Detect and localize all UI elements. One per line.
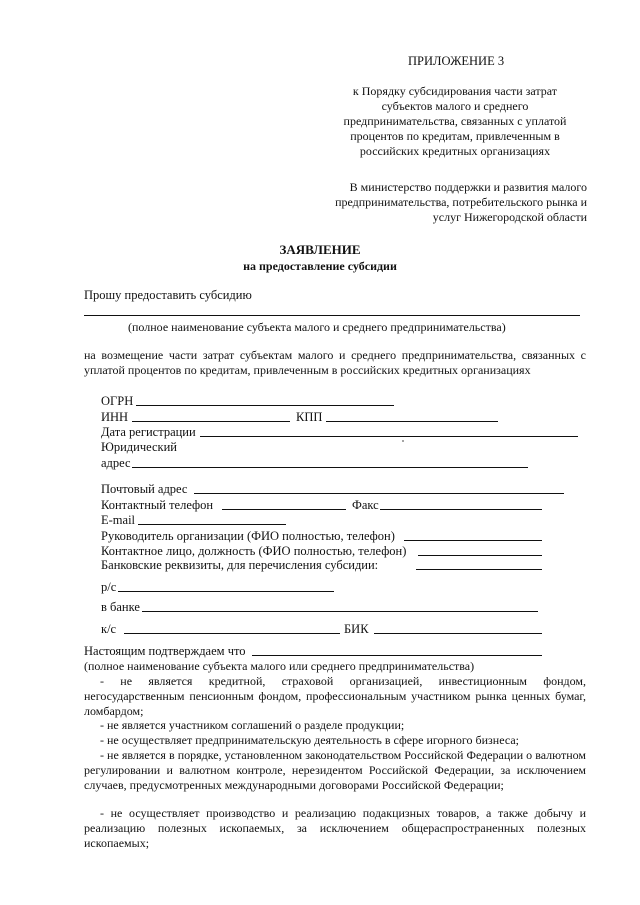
company-name-caption: (полное наименование субъекта малого и среднего предпринимательства) — [128, 320, 506, 334]
corr-account-label: к/с — [101, 622, 117, 636]
confirm-company-field[interactable] — [252, 655, 542, 656]
contact-person-label: Контактное лицо, должность (ФИО полностью, телефон) — [101, 544, 407, 558]
addressee: В министерство поддержки и развития малого предпринимательства, потребительского рынка и услуг Нижегородской области — [335, 180, 587, 224]
confirm-item-2: - не является участником соглашений о разделе продукции; — [100, 718, 405, 732]
document-subtitle: на предоставление субсидии — [243, 259, 397, 273]
corr-account-field[interactable] — [124, 633, 340, 634]
legal-address-field[interactable] — [132, 467, 528, 468]
appendix-number: ПРИЛОЖЕНИЕ 3 — [408, 54, 505, 68]
confirm-item-5: - не осуществляет производство и реализацию подакцизных товаров, а также добычу и реализацию полезных ископаемых, за исключением общераспространенных полезных ископаемых; — [84, 806, 586, 850]
bank-field[interactable] — [142, 611, 538, 612]
kpp-label: КПП — [296, 410, 323, 424]
fax-label: Факс — [352, 498, 379, 512]
scan-speck — [402, 440, 404, 442]
contact-person-field[interactable] — [418, 555, 542, 556]
account-label: р/с — [101, 580, 117, 594]
bank-label: в банке — [101, 600, 140, 614]
reg-date-label: Дата регистрации — [101, 425, 196, 439]
inn-field[interactable] — [132, 421, 290, 422]
fax-field[interactable] — [380, 509, 542, 510]
ogrn-label: ОГРН — [101, 394, 134, 408]
email-label: E-mail — [101, 513, 136, 527]
head-label: Руководитель организации (ФИО полностью, телефон) — [101, 529, 395, 543]
phone-field[interactable] — [222, 509, 346, 510]
bank-details-field[interactable] — [416, 569, 542, 570]
kpp-field[interactable] — [326, 421, 498, 422]
postal-address-field[interactable] — [194, 493, 564, 494]
email-field[interactable] — [138, 524, 286, 525]
company-name-line[interactable] — [84, 315, 580, 316]
bank-details-label: Банковские реквизиты, для перечисления субсидии: — [101, 558, 379, 572]
document-title: ЗАЯВЛЕНИЕ — [279, 242, 361, 257]
head-field[interactable] — [404, 540, 542, 541]
ogrn-field[interactable] — [136, 405, 394, 406]
legal-address-label-1: Юридический — [101, 440, 177, 454]
reg-date-field[interactable] — [200, 436, 578, 437]
confirm-item-3: - не осуществляет предпринимательскую деятельность в сфере игорного бизнеса; — [100, 733, 519, 747]
account-field[interactable] — [118, 591, 334, 592]
request-intro: Прошу предоставить субсидию — [84, 288, 252, 302]
bik-label: БИК — [344, 622, 369, 636]
phone-label: Контактный телефон — [101, 498, 214, 512]
confirm-item-4: - не является в порядке, установленном законодательством Российской Федерации о валютном регулировании и валютном контроле, нерезидентом Российской Федерации, за исключением случаев, предусмотренных международными договорами Российской Федерации; — [84, 748, 586, 792]
confirm-item-1: - не является кредитной, страховой организацией, инвестиционным фондом, негосударственным пенсионным фондом, профессиональным участником рынка ценных бумаг, ломбардом; — [84, 674, 586, 718]
inn-label: ИНН — [101, 410, 129, 424]
order-reference: к Порядку субсидирования части затрат субъектов малого и среднего предпринимательства, связанных с уплатой процентов по кредитам, привлеченным в российских кредитных организациях — [343, 84, 567, 158]
confirm-caption: (полное наименование субъекта малого или среднего предпринимательства) — [84, 659, 475, 673]
purpose-paragraph: на возмещение части затрат субъектам малого и среднего предпринимательства, связанных с уплатой процентов по кредитам, привлеченным в российских кредитных организациях — [84, 348, 586, 377]
bik-field[interactable] — [374, 633, 542, 634]
legal-address-label-2: адрес — [101, 456, 131, 470]
confirm-intro: Настоящим подтверждаем что — [84, 644, 246, 658]
postal-address-label: Почтовый адрес — [101, 482, 188, 496]
